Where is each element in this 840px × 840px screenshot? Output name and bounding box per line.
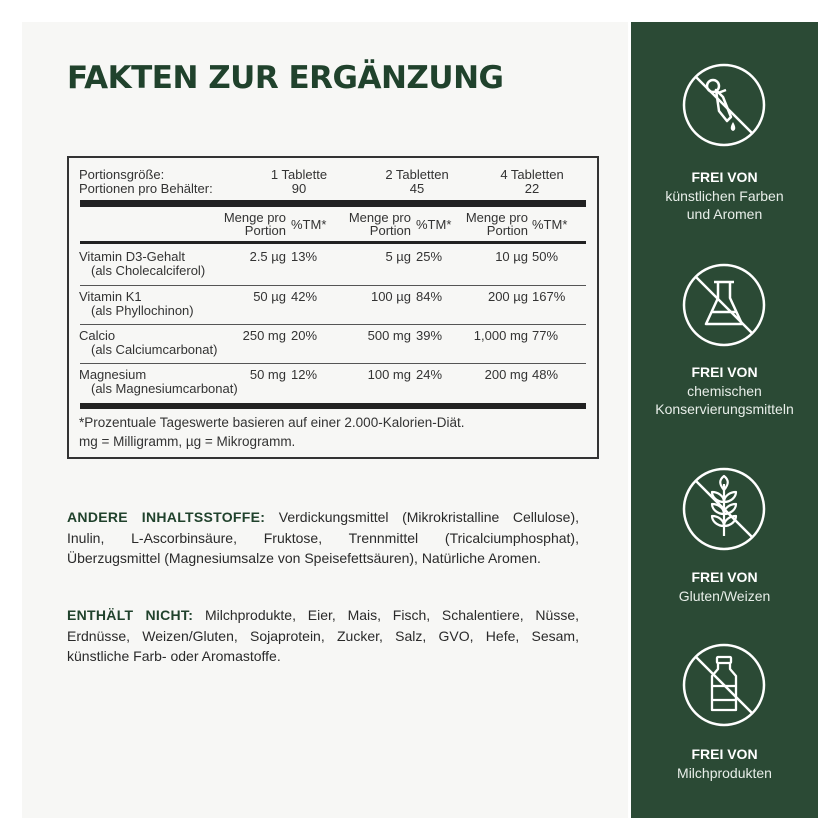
supplement-facts-table: [67, 156, 599, 459]
nutrient-name: Magnesium: [79, 367, 147, 382]
column-3-servings: 22: [524, 181, 540, 196]
nutrient-source: (als Calciumcarbonat): [91, 342, 218, 357]
column-1-servings: 90: [291, 181, 307, 196]
contains-not: [67, 605, 579, 667]
servings-per-container-label: Portionen pro Behälter:: [79, 181, 213, 196]
badge-line2: Konservierungsmitteln: [655, 401, 794, 417]
contains-not-text: Milchprodukte, Eier, Mais, Fisch, Schalentiere, Nüsse, Erdnüsse, Weizen/Gluten, Sojaprotein, Zucker, Salz, GVO, Hefe, Sesam, künstliche Farb- oder Aromastoffe.: [67, 607, 579, 664]
badge-line1: künstlichen Farben: [665, 188, 784, 204]
flask-icon: [681, 262, 767, 348]
amount-cell: 100 µg: [370, 289, 411, 304]
amount-cell: 50 µg: [253, 289, 286, 304]
milk-bottle-icon: [681, 642, 767, 728]
badge-no-dairy: [631, 642, 818, 792]
amount-header-3: Menge pro: [465, 210, 528, 225]
badge-no-artificial-colors: [631, 62, 818, 232]
nutrient-name: Vitamin K1: [79, 289, 142, 304]
amount-cell: 5 µg: [385, 249, 411, 264]
dv-cell: 24%: [416, 367, 443, 382]
footnote-units: mg = Milligramm, µg = Mikrogramm.: [79, 434, 296, 449]
dv-cell: 50%: [532, 249, 559, 264]
footnote-daily-values: *Prozentuale Tageswerte basieren auf einer 2.000-Kalorien-Diät.: [79, 415, 465, 430]
badge-title: FREI VON: [691, 169, 758, 185]
dv-header-1: %TM*: [291, 217, 327, 232]
amount-header-3-line2: Portion: [486, 223, 528, 238]
nutrient-name: Calcio: [79, 328, 116, 343]
other-ingredients-text: Verdickungsmittel (Mikrokristalline Cellulose), Inulin, L-Ascorbinsäure, Fruktose, Trennmittel (Tricalciumphosphat), Überzugsmittel (Magnesiumsalze von Speisefettsäuren), Natürliche Aromen.: [67, 509, 579, 566]
nutrient-source: (als Phyllochinon): [91, 303, 194, 318]
amount-header-1-line2: Portion: [244, 223, 286, 238]
badge-line1: chemischen: [687, 383, 762, 399]
amount-cell: 50 mg: [249, 367, 286, 382]
dv-header-3: %TM*: [532, 217, 568, 232]
divider-thick-bottom: [80, 403, 586, 409]
serving-size-label: Portionsgröße:: [79, 167, 165, 182]
badge-no-preservatives: [631, 262, 818, 432]
dv-cell: 20%: [291, 328, 318, 343]
amount-cell: 2.5 µg: [249, 249, 286, 264]
amount-cell: 500 mg: [367, 328, 411, 343]
amount-cell: 100 mg: [367, 367, 411, 382]
row-divider: [80, 324, 586, 325]
badge-title: FREI VON: [691, 569, 758, 585]
nutrient-name: Vitamin D3-Gehalt: [79, 249, 185, 264]
dv-header-2: %TM*: [416, 217, 452, 232]
contains-not-label: ENTHÄLT NICHT:: [67, 607, 194, 623]
badge-no-gluten: [631, 466, 818, 616]
column-3-serving: 4 Tabletten: [500, 167, 564, 182]
amount-cell: 1,000 mg: [473, 328, 528, 343]
badge-title: FREI VON: [691, 364, 758, 380]
dv-cell: 77%: [532, 328, 559, 343]
amount-header-2: Menge pro: [348, 210, 411, 225]
dv-cell: 12%: [291, 367, 318, 382]
dv-cell: 48%: [532, 367, 559, 382]
row-divider: [80, 363, 586, 364]
dv-cell: 25%: [416, 249, 443, 264]
column-1-serving: 1 Tablette: [270, 167, 328, 182]
divider-medium: [80, 241, 586, 244]
wheat-icon: [681, 466, 767, 552]
column-2-servings: 45: [409, 181, 425, 196]
dv-cell: 42%: [291, 289, 318, 304]
page-title: FAKTEN ZUR ERGÄNZUNG: [67, 60, 504, 96]
badge-line1: Milchprodukten: [677, 765, 772, 781]
dv-cell: 13%: [291, 249, 318, 264]
nutrient-source: (als Cholecalciferol): [91, 263, 206, 278]
amount-cell: 200 µg: [487, 289, 528, 304]
dv-cell: 84%: [416, 289, 443, 304]
amount-header-1: Menge pro: [223, 210, 286, 225]
badge-line2: und Aromen: [686, 206, 763, 222]
column-2-serving: 2 Tabletten: [385, 167, 449, 182]
amount-cell: 250 mg: [242, 328, 286, 343]
row-divider: [80, 285, 586, 286]
amount-header-2-line2: Portion: [369, 223, 411, 238]
badge-title: FREI VON: [691, 746, 758, 762]
divider-thick: [80, 200, 586, 207]
dv-cell: 167%: [532, 289, 566, 304]
amount-cell: 10 µg: [495, 249, 528, 264]
other-ingredients: [67, 507, 579, 569]
nutrient-source: (als Magnesiumcarbonat): [91, 381, 238, 396]
dv-cell: 39%: [416, 328, 443, 343]
amount-cell: 200 mg: [484, 367, 528, 382]
badge-line1: Gluten/Weizen: [678, 588, 771, 604]
dropper-icon: [681, 62, 767, 148]
other-ingredients-label: ANDERE INHALTSSTOFFE:: [67, 509, 266, 525]
